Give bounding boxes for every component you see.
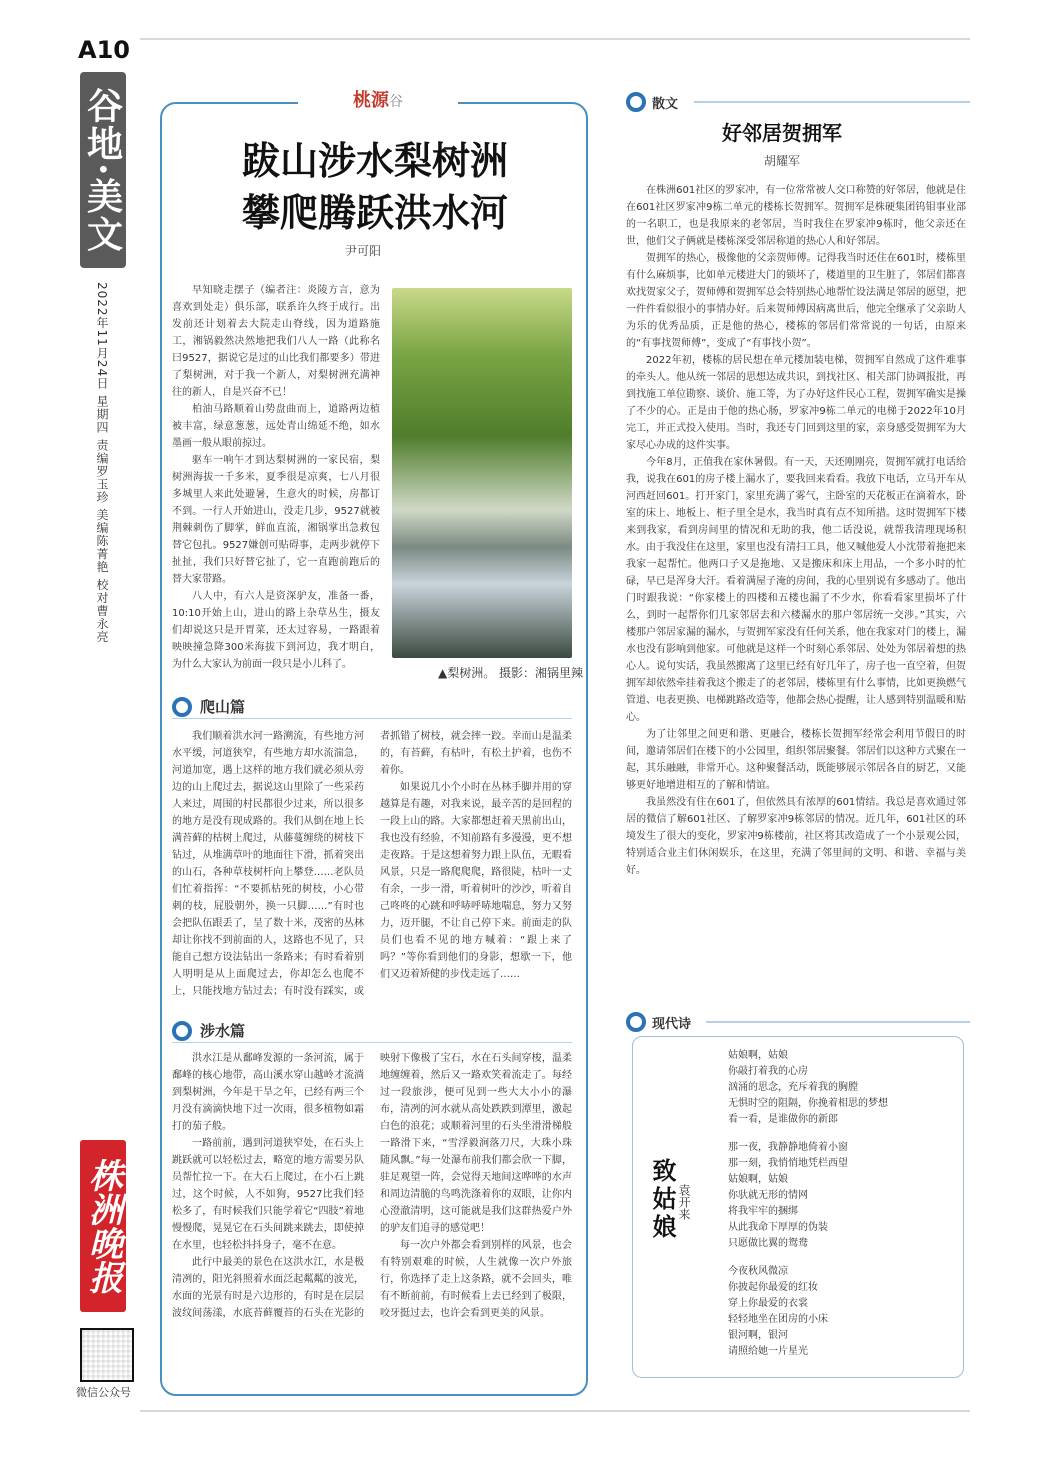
poem-title: 致姑娘 [648, 1158, 677, 1242]
feature-intro [172, 282, 380, 682]
essay-title: 好邻居贺拥军 [722, 121, 842, 145]
poem-line: 银河啊，银河 [728, 1330, 788, 1341]
newspaper-logo: 株洲晚报 [80, 1140, 126, 1312]
paragraph: 八人中，有六人是资深驴友，准备一番，10:10开始上山，进山的路上杂草丛生，摄友们却说这只是开胃菜，还太过容易，一路跟着映映撞急降300米海拔下到河边，我才明白，为什么大家认为前面一段只是小儿科了。 [172, 591, 380, 670]
feature-title [175, 135, 575, 239]
issue-meta: 2022年11月24日 星期四 责编罗玉珍 美编陈菁艳 校对曹永亮 [95, 282, 109, 644]
waterfall-photo [392, 288, 572, 658]
poem-line: 汹涌的思念，充斥着我的胸膛 [728, 1082, 858, 1093]
feature-title-line2: 攀爬腾跃洪水河 [241, 190, 508, 235]
poem-line: 从此我命下厚厚的伪装 [728, 1222, 828, 1233]
poem-stanza [728, 1264, 958, 1360]
poem-line: 姑娘啊，姑娘 [728, 1174, 788, 1185]
poem-line: 将我牢牢的捆绑 [728, 1206, 798, 1217]
paragraph: 我虽然没有住在601了，但依然具有浓厚的601情结。我总是喜欢通过邻居的微信了解601社区、了解罗家冲9栋邻居的情况。近几年，601社区的环境发生了很大的变化，罗家冲9栋楼前，社区将其改造成了一个小景观公园，特别适合业主们休闲娱乐，在这里，充满了邻里间的文明、和谐、幸福与美好。 [626, 797, 966, 876]
paragraph: 洪水江是从鄱峰发源的一条河流，属于鄱峰的核心地带，高山溪水穿山越岭才流淌到梨树洲，今年是干旱之年，已经有两三个月没有滴滴快地下过一次雨，很多植物如霜打的茄子般。 [172, 1053, 364, 1132]
poem-line: 你敲打着我的心房 [728, 1066, 808, 1077]
poem-line: 你披起你最爱的红妆 [728, 1282, 818, 1293]
page-number: A10 [78, 36, 130, 64]
top-rule [140, 38, 970, 40]
poem-author: 袁开来 [677, 1184, 691, 1220]
paragraph: 今年8月，正值我在家休暑假。有一天，天还刚刚亮，贺拥军就打电话给我，说我在601的房子楼上漏水了，要我回来看看。我放下电话，立马开车从河西赶回601。打开家门，家里充满了雾气，主卧室的天花板正在滴着水，卧室的床上、地板上、柜子里全是水，我当时真有点不知所措。这时贺拥军下楼来到我家，看到房间里的情况和无助的我，他二话没说，就帮我清理现场积水。由于我没住在这里，家里也没有清扫工具，他又喊他爱人小沈带着拖把来我家一起帮忙。他两口子又是拖地、又是搬床和床上用品，一个多小时的忙碌，早已是浑身大汗。看着满屋子淹的房间，我的心里别说有多感动了。他出门时跟我说：“你家楼上的四楼和五楼也漏了不少水，你看看家里损坏了什么，到时一起帮你们几家邻居去和六楼漏水的那户邻居统一交涉。”其实，六楼那户邻居家漏的漏水，与贺拥军家没有任何关系，他在我家对门的楼上，漏水也没有影响到他家。可他就是这样一个时刻心系邻居、处处为邻居着想的热心人。说句实话，我虽然搬离了这里已经有好几年了，房子也一直空着，但贺拥军却依然牵挂着我这个搬走了的老邻居，楼栋里有什么事情，比如更换燃气管道、电表更换、电梯跳路改造等，他都会热心提醒，让人感到特别温暖和贴心。 [626, 457, 966, 723]
poem-line: 轻轻地坐在团房的小床 [728, 1314, 828, 1325]
climb-heading [172, 696, 245, 717]
paragraph: 早知晓走摆子（编者注：炎陵方言，意为喜欢到处走）俱乐部，联系许久终于成行。出发前还计划着去大院走山脊线，因为道路施工，湘锅毅然决然地把我们八人一路（此称名曰9527，据说它是过的山比我们都要多）带进了梨树洲，对于我一个新人，对梨树洲充满神往的新人，自是兴奋不已！ [172, 285, 380, 398]
paragraph: 一路前前，遇到河道狭窄处，在石头上跳跃就可以轻松过去，略宽的地方需要另队员帮忙拉一下。在大石上爬过，在小石上跳过，这个时候，人不如狗，9527比我们轻松多了，有时候我们只能学着它“四肢”着地慢慢爬，晃晃它在石头间跳来跳去，即使掉在水里，也轻松抖抖身子，毫不在意。 [172, 1138, 364, 1251]
wade-body [172, 1050, 572, 1380]
poem-body [728, 1048, 958, 1372]
poem-line: 穿上你最爱的衣裳 [728, 1298, 808, 1309]
bullet-ring-icon [172, 1021, 192, 1041]
poem-tag-text: 现代诗 [652, 1016, 692, 1032]
tag-rule [706, 1021, 970, 1023]
paragraph: 驱车一响午才到达梨树洲的一家民宿，梨树洲海拔一千多米，夏季很是凉爽，七八月很多城里人来此处避暑，生意火的时候，房都订不到。一行人开始进山，没走几步，9527就被荆棘刺伤了脚掌，鲜血直流，湘锅掌出急救包替它包扎。9527嫌创可贴碍事，走两步就停下扯扯，我们只好替它扯了，它一直跑前跑后的替大家带路。 [172, 455, 380, 585]
wade-heading-text: 涉水篇 [200, 1022, 246, 1040]
qr-label: 微信公众号 [76, 1386, 131, 1399]
bottom-rule [140, 1410, 970, 1412]
paragraph: 每一次户外都会看到别样的风景，也会有特别艰难的时候，人生就像一次户外旅行，你选择了走上这条路，就不会回头，唯有不断前前，有时候看上去已经到了极限，咬牙挺过去，也许会看到更美的风景。 [380, 1240, 572, 1319]
paragraph: 我们顺着洪水河一路溯流，有些地方河水平缓，河道狭窄，有些地方却水流湍急，河道加宽，遇上这样的地方我们就必须从旁边的山上爬过去，据说这山里除了一些采药人来过，周围的村民都很少过来，所以很多的地方是没有现成路的。我们从倒在地上长满苔藓的枯树上爬过，从藤蔓缠绕的树枝下钻过，从堆满草叶的地面往下滑，抓着突出的山石，各种草枝树杆向上攀登……老队员们忙着指挥：“不要抓枯死的树枝，小心带刺的枝，屁股朝外，换一只脚……”有时也会把队伍跟丢了，呈了数十米，茂密的丛林却让你找不到前面的人，这路也不见了，只能自己想方设法钻出一条路来；有时看着别人明明是从上面爬过去，你却怎么也爬不上，只能找地方钻过去；有时没有踩实，或者抓错了树枝，就会摔一跤。幸而山是温柔的，有苔藓，有枯叶，有松土护着，也伤不着你。 [172, 731, 572, 997]
section-tab: 谷地·美文 [80, 72, 126, 268]
poem-line: 那一夜，我静静地倚着小窗 [728, 1142, 848, 1153]
essay-byline: 胡耀军 [763, 154, 800, 168]
heading-underline [172, 1042, 572, 1043]
paragraph: 在株洲601社区的罗家冲，有一位常常被人交口称赞的好邻居，他就是住在601社区罗家冲9栋二单元的楼栋长贺拥军。贺拥军是株硬集团钨钼事业部的一名职工，也是我原来的老邻居，当时我住在罗家冲9栋时，他父亲还在世，他们父子俩就是楼栋深受邻居称道的热心人和好邻居。 [626, 185, 966, 247]
poem-line: 姑娘啊，姑娘 [728, 1050, 788, 1061]
wade-heading [172, 1020, 245, 1041]
poem-line: 无惧时空的阻隔，你挽着相思的梦想 [728, 1098, 888, 1109]
banner-side: 谷 [389, 94, 403, 110]
bullet-ring-icon [626, 92, 646, 112]
poem-stanza [728, 1048, 958, 1128]
photo-caption: ▲梨树洲。 摄影：湘锅里辣 [438, 666, 584, 680]
heading-underline [172, 718, 572, 719]
climb-heading-text: 爬山篇 [200, 698, 246, 716]
poem-line: 那一刻，我悄悄地凭栏西望 [728, 1158, 848, 1169]
essay-tag-text: 散文 [652, 96, 679, 112]
qr-code-icon [80, 1328, 134, 1382]
climb-body [172, 728, 572, 1008]
poem-stanza [728, 1140, 958, 1252]
essay-body [626, 182, 966, 997]
paragraph: 2022年初，楼栋的居民想在单元楼加装电梯，贺拥军自然成了这件难事的牵头人。他从统一邻居的思想达成共识，到找社区、相关部门协调报批，再到找施工单位勘察、谈价、施工等，为了办好这件民心工程，贺拥军确实是操了不少的心。正是由于他的热心肠，罗家冲9栋二单元的电梯于2022年10月完工，并正式投入使用。当时，我还专门回到这里的家，亲身感受贺拥军为大家尽心办成的这件实事。 [626, 355, 966, 451]
feature-title-line1: 跋山涉水梨树洲 [241, 138, 508, 183]
poem-line: 今夜秋风微凉 [728, 1266, 788, 1277]
bullet-ring-icon [626, 1012, 646, 1032]
paragraph: 贺拥军的热心，极像他的父亲贺师傅。记得我当时还住在601时，楼栋里有什么麻烦事，比如单元楼进大门的锁坏了，楼道里的卫生脏了，邻居们都喜欢找贺家父子，贺师傅和贺拥军总会特别热心地帮忙设法满足邻居的愿望，把一件件看似很小的事情办好。后来贺师傅因病离世后，他完全继承了父亲助人为乐的优秀品质，正是他的热心，楼栋的邻居们常常说的一句话，由原来的“有事找贺师傅”，变成了“有事找小贺”。 [626, 253, 966, 349]
feature-byline: 尹可阳 [345, 244, 382, 258]
paragraph: 此行中最美的景色在这洪水江，水是极清冽的，阳光斜照着水面泛起粼粼的波光，水面的光景有时是六边形的，有时是在层层波纹间荡漾，水底苔藓覆苔的石头在光影的映射下像极了宝石，水在石头间穿梭，温柔地缠缠着，然后又一路欢笑着流走了。每经过一段旅涉，便可见到一些大大小小的瀑布，清冽的河水就从高处跌跌到潭里，激起白色的浪花；或顺着河里的石头坐滑滑梯般一路滑下来，“雪浮毅涧落刀尺，大珠小珠随风飘。”每一处瀑布前我们都会欣一下脚，驻足观望一阵，会觉得天地间这哗哗的水声和周边清脆的鸟鸣洗涤着你的双眼，让你内心澄澈清明，这可能就是我们这群热爱户外的驴友们追寻的感觉吧！ [172, 1053, 572, 1319]
poem-tag [626, 1012, 691, 1032]
paragraph: 柏油马路顺着山势盘曲而上，道路两边植被丰富，绿意葱葱，远处青山绵延不绝，如水墨画一般从眼前掠过。 [172, 404, 380, 449]
poem-line: 你驮就无形的情网 [728, 1190, 808, 1201]
paragraph: 为了让邻里之间更和谐、更融合，楼栋长贺拥军经常会利用节假日的时间，邀请邻居们在楼下的小公园里，组织邻居聚餐。邻居们以这种方式聚在一起，其乐融融，非常开心。这种聚餐活动，既能够展示邻居各自的厨艺，又能够更好地增进相互的了解和情谊。 [626, 729, 966, 791]
paragraph: 如果说几小个小时在丛林手脚并用的穿越算是有趣，对我来说，最辛苦的是回程的一段上山的路。大家都想赶着天黑前出山，我也没有经验，不知前路有多漫漫，更不想走夜路。于是这想着努力跟上队伍，无暇看风景，只是一路爬爬爬，路很陡，枯叶一丈有余，一步一滑，听着树叶的沙沙，听着自己咚咚的心跳和呼哧呼哧地喘息，努力又努力，迈开腿，不让自己停下来。前面走的队员们也看不见的地方喊着：“跟上来了吗？”等你看到他们的身影，想歇一下，他们又迈着矫健的步伐走远了…… [380, 782, 572, 980]
column-banner [298, 86, 458, 116]
banner-main: 桃源 [353, 90, 389, 111]
tag-rule [694, 101, 970, 103]
essay-tag [626, 92, 678, 112]
poem-line: 请照给她一片星光 [728, 1346, 808, 1357]
bullet-ring-icon [172, 697, 192, 717]
poem-line: 只愿做比翼的鸳鸯 [728, 1238, 808, 1249]
poem-line: 看一看，是谁做你的新郎 [728, 1114, 838, 1125]
